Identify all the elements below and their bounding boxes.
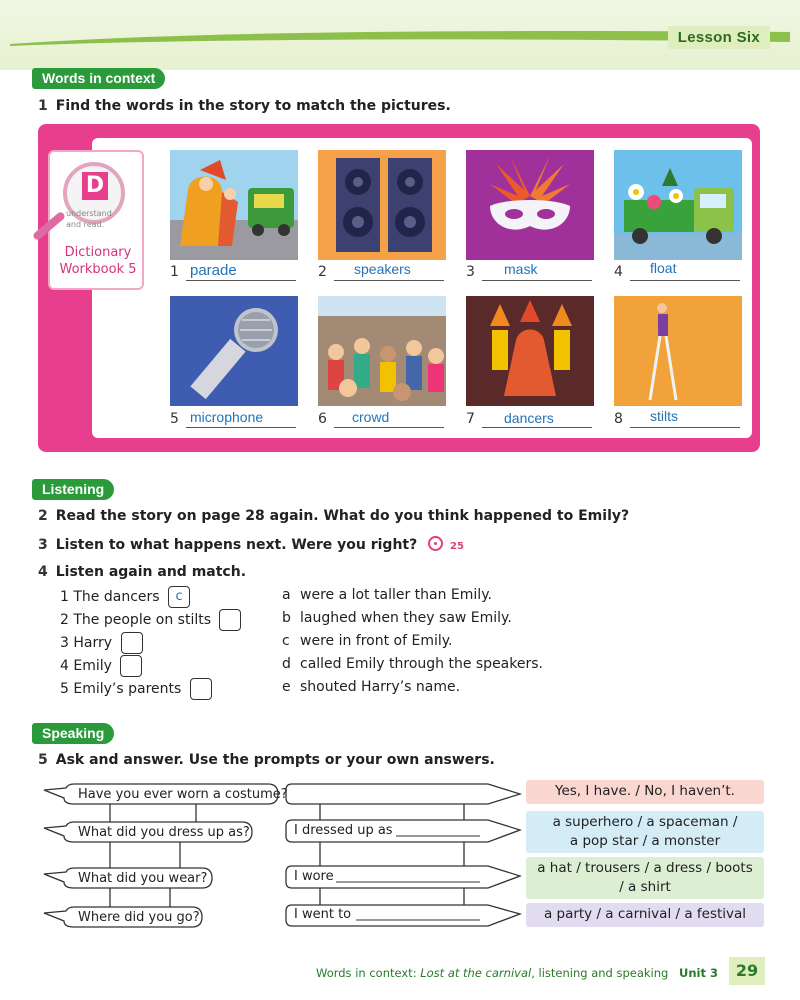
prompt-box-4	[526, 903, 764, 927]
match-answer-box-1[interactable]: c	[168, 586, 190, 608]
page-number: 29	[729, 957, 765, 985]
prompt-3-line-2: / a shirt	[619, 879, 671, 895]
prompt-2-line-1: a superhero / a spaceman /	[552, 814, 738, 830]
response-connector-1	[320, 804, 464, 820]
exercise-2-number: 2	[38, 508, 48, 524]
dictionary-label-line-1: Dictionary	[64, 245, 132, 260]
question-2: What did you dress up as?	[78, 825, 250, 840]
response-2[interactable]: I dressed up as	[294, 823, 393, 838]
match-left-4-number: 4	[60, 658, 69, 674]
item-2-answer[interactable]: speakers	[354, 261, 411, 277]
response-4[interactable]: I went to	[294, 907, 352, 922]
match-right-b-text: laughed when they saw Emily.	[300, 610, 512, 626]
item-8-number: 8	[614, 411, 623, 427]
audio-track-number: 25	[449, 541, 464, 552]
lesson-title: Lesson Six	[668, 26, 770, 49]
prompt-2-line-2: a pop star / a monster	[569, 833, 721, 849]
match-left-1-number: 1	[60, 589, 69, 605]
exercise-3-number: 3	[38, 537, 48, 553]
match-left-2-number: 2	[60, 612, 69, 628]
exercise-2-text: Read the story on page 28 again. What do you think happened to Emily?	[55, 508, 630, 524]
match-right-c-text: were in front of Emily.	[300, 633, 453, 649]
item-2-number: 2	[318, 264, 327, 280]
item-7-answer[interactable]: dancers	[504, 410, 554, 426]
item-3-answer[interactable]: mask	[504, 261, 538, 277]
question-connector-3	[110, 888, 170, 907]
footer-story-title: Lost at the carnival	[420, 966, 532, 980]
question-4: Where did you go?	[78, 910, 200, 925]
item-1-number: 1	[170, 264, 179, 280]
dictionary-small-line-1: understand	[66, 209, 112, 218]
dictionary-letter: D	[82, 172, 108, 200]
match-right-e-text: shouted Harry’s name.	[300, 679, 461, 695]
match-left-5-number: 5	[60, 681, 69, 697]
section-words-in-context: Words in context	[32, 68, 165, 89]
response-connector-2	[320, 842, 464, 866]
match-left-5-text: Emily’s parents	[73, 681, 182, 697]
exercise-5-number: 5	[38, 752, 48, 768]
item-3-number: 3	[466, 264, 475, 280]
question-1: Have you ever worn a costume?	[78, 787, 288, 802]
item-5-answer[interactable]: microphone	[190, 409, 264, 425]
match-left-2-text: The people on stilts	[73, 612, 212, 628]
match-right-d-letter: d	[282, 656, 291, 672]
prompt-1-line-1: Yes, I have. / No, I haven’t.	[555, 783, 735, 799]
prompt-3-line-1: a hat / trousers / a dress / boots	[537, 860, 753, 876]
dictionary-small-line-2: and read.	[66, 220, 105, 229]
item-4-number: 4	[614, 264, 623, 280]
match-right-d-text: called Emily through the speakers.	[300, 656, 543, 672]
item-6-number: 6	[318, 411, 327, 427]
prompt-box-2	[526, 811, 764, 853]
footer-suffix: , listening and speaking	[531, 966, 669, 980]
match-left-1-text: The dancers	[73, 589, 160, 605]
match-right-a-text: were a lot taller than Emily.	[300, 587, 492, 603]
prompt-box-1	[526, 780, 764, 804]
item-7-number: 7	[466, 411, 475, 427]
exercise-1-text: Find the words in the story to match the pictures.	[55, 98, 451, 114]
item-5-number: 5	[170, 411, 179, 427]
dictionary-label-line-2: Workbook 5	[59, 262, 137, 277]
question-connector-1	[110, 804, 196, 822]
item-6-answer[interactable]: crowd	[352, 409, 390, 425]
match-right-c-letter: c	[282, 633, 290, 649]
exercise-5-text: Ask and answer. Use the prompts or your own answers.	[55, 752, 495, 768]
match-right-a-letter: a	[282, 587, 291, 603]
prompt-4-line-1: a party / a carnival / a festival	[543, 906, 747, 922]
match-left-3-text: Harry	[73, 635, 113, 651]
item-8-answer[interactable]: stilts	[650, 408, 678, 424]
exercise-4-number: 4	[38, 564, 48, 580]
question-3: What did you wear?	[78, 871, 208, 886]
unit-label: Unit 3	[679, 966, 718, 980]
exercise-4-text: Listen again and match.	[55, 564, 247, 580]
question-connector-2	[110, 842, 180, 868]
exercise-1-number: 1	[38, 98, 48, 114]
response-connector-3	[320, 888, 464, 905]
response-3[interactable]: I wore	[294, 869, 334, 884]
match-left-3-number: 3	[60, 635, 69, 651]
match-right-e-letter: e	[282, 679, 291, 695]
section-speaking: Speaking	[32, 723, 114, 744]
footer-prefix: Words in context:	[316, 966, 421, 980]
item-1-answer[interactable]: parade	[190, 262, 237, 279]
prompt-box-3	[526, 857, 764, 899]
exercise-3-text: Listen to what happens next. Were you right?	[55, 537, 418, 553]
item-4-answer[interactable]: float	[650, 260, 677, 276]
match-right-b-letter: b	[282, 610, 291, 626]
match-left-4-text: Emily	[73, 658, 112, 674]
footer-caption	[316, 966, 668, 980]
section-listening: Listening	[32, 479, 114, 500]
